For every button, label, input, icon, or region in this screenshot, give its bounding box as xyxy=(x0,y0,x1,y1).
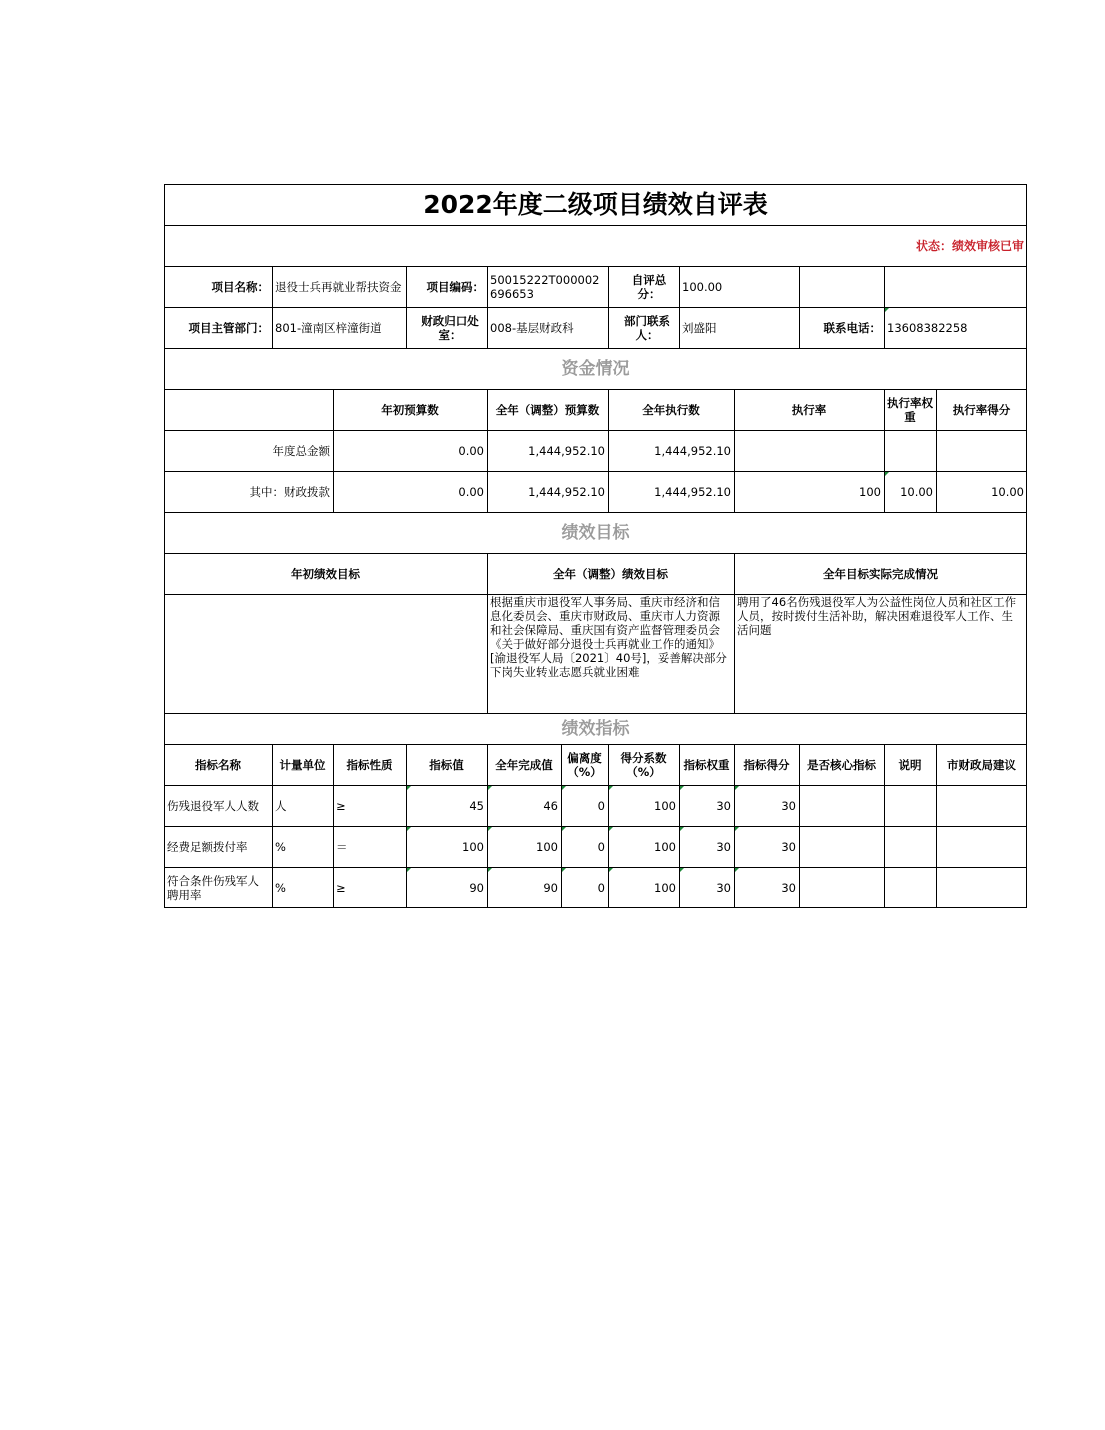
phone-label: 联系电话： xyxy=(823,320,881,335)
cell-marker xyxy=(735,868,739,872)
funds-header-budget: 年初预算数 xyxy=(381,402,439,417)
indicator-name: 经费足额拨付率 xyxy=(167,839,248,854)
cell-marker xyxy=(680,786,684,790)
indicator-cell xyxy=(799,826,884,867)
funds-section-title: 资金情况 xyxy=(561,358,630,379)
funds-cell xyxy=(936,430,1027,471)
indicator-name: 符合条件伤残军人聘用率 xyxy=(167,873,259,902)
cell-marker xyxy=(488,827,492,831)
ind-header-coef: 得分系数（%） xyxy=(620,750,667,779)
finance-office-value: 008-基层财政科 xyxy=(490,320,574,335)
cell-marker xyxy=(488,868,492,872)
goals-header-adjusted: 全年（调整）绩效目标 xyxy=(553,566,668,581)
cell-marker xyxy=(407,868,411,872)
indicator-cell: ≥ xyxy=(336,880,346,895)
indicator-cell: 30 xyxy=(781,880,796,895)
status-badge: 状态：绩效审核已审 xyxy=(915,238,1024,253)
indicator-cell: 0 xyxy=(597,839,605,854)
indicator-cell: 45 xyxy=(469,798,484,813)
project-code-value: 50015222T000002696653 xyxy=(490,272,600,301)
ind-header-score: 指标得分 xyxy=(743,757,790,772)
ind-header-actual: 全年完成值 xyxy=(495,757,553,772)
indicator-cell: % xyxy=(275,839,286,854)
indicator-cell: 0 xyxy=(597,880,605,895)
cell-marker xyxy=(680,827,684,831)
dept-label: 项目主管部门： xyxy=(188,320,269,335)
indicator-cell: 0 xyxy=(597,798,605,813)
funds-cell: 10.00 xyxy=(900,484,933,499)
indicator-cell: 100 xyxy=(654,880,676,895)
indicator-cell xyxy=(936,785,1027,826)
indicator-cell: 100 xyxy=(654,839,676,854)
indicator-cell: 30 xyxy=(781,798,796,813)
dept-value: 801-潼南区梓潼街道 xyxy=(275,320,382,335)
funds-cell xyxy=(734,430,884,471)
funds-row-label: 其中：财政拨款 xyxy=(249,484,330,499)
ind-header-weight: 指标权重 xyxy=(683,757,730,772)
indicator-cell: % xyxy=(275,880,286,895)
cell-marker xyxy=(609,786,613,790)
indicator-cell: 90 xyxy=(469,880,484,895)
indicator-cell: 30 xyxy=(781,839,796,854)
funds-header-executed: 全年执行数 xyxy=(642,402,700,417)
phone-value: 13608382258 xyxy=(887,320,968,335)
cell-marker xyxy=(609,827,613,831)
ind-header-note: 说明 xyxy=(898,757,922,772)
evaluation-sheet xyxy=(164,184,1027,908)
cell-marker xyxy=(562,868,566,872)
cell-marker xyxy=(735,827,739,831)
cell-marker xyxy=(680,868,684,872)
indicator-cell xyxy=(936,826,1027,867)
self-score-value: 100.00 xyxy=(682,279,723,294)
indicator-cell: 46 xyxy=(543,798,558,813)
goals-section-title: 绩效目标 xyxy=(561,522,630,543)
cell-marker xyxy=(885,472,889,476)
funds-header-adjusted: 全年（调整）预算数 xyxy=(495,402,600,417)
project-code-label: 项目编码： xyxy=(426,279,484,294)
ind-header-core: 是否核心指标 xyxy=(807,757,876,772)
cell-marker xyxy=(562,827,566,831)
funds-cell: 1,444,952.10 xyxy=(654,484,731,499)
indicator-cell xyxy=(799,785,884,826)
funds-header-rate: 执行率 xyxy=(791,402,827,417)
indicator-cell xyxy=(799,867,884,908)
finance-office-label: 财政归口处室： xyxy=(421,313,479,342)
funds-header-score: 执行率得分 xyxy=(952,402,1011,417)
indicator-cell: 30 xyxy=(716,880,731,895)
funds-cell: 0.00 xyxy=(458,443,484,458)
funds-cell: 1,444,952.10 xyxy=(654,443,731,458)
self-score-label: 自评总分： xyxy=(631,272,667,301)
indicator-cell xyxy=(884,826,936,867)
indicator-cell: 90 xyxy=(543,880,558,895)
cell-marker xyxy=(488,786,492,790)
ind-header-nature: 指标性质 xyxy=(346,757,393,772)
funds-cell: 1,444,952.10 xyxy=(528,443,605,458)
indicator-cell xyxy=(884,785,936,826)
goals-adjusted-text: 根据重庆市退役军人事务局、重庆市经济和信息化委员会、重庆市财政局、重庆市人力资源和社会保障局、重庆国有资产监督管理委员会《关于做好部分退役士兵再就业工作的通知》[渝退役军人局〔2021〕40号]，妥善解决部分下岗失业转业志愿兵就业困难 xyxy=(490,595,727,679)
indicator-cell: 100 xyxy=(536,839,558,854)
ind-header-name: 指标名称 xyxy=(195,757,241,772)
indicator-cell xyxy=(936,867,1027,908)
indicator-cell: ≥ xyxy=(336,798,346,813)
indicator-cell: 人 xyxy=(275,798,287,813)
cell-marker xyxy=(609,868,613,872)
funds-cell: 10.00 xyxy=(991,484,1024,499)
ind-header-advice: 市财政局建议 xyxy=(947,757,1016,772)
funds-cell: 100 xyxy=(859,484,881,499)
indicator-cell: 100 xyxy=(462,839,484,854)
indicator-cell xyxy=(884,867,936,908)
cell-marker xyxy=(407,786,411,790)
funds-header-weight: 执行率权重 xyxy=(887,395,933,424)
cell-marker xyxy=(562,786,566,790)
cell-marker xyxy=(735,786,739,790)
funds-cell: 0.00 xyxy=(458,484,484,499)
ind-header-deviation: 偏离度（%） xyxy=(567,750,602,779)
page-title: 2022年度二级项目绩效自评表 xyxy=(423,189,768,219)
contact-value: 刘盛阳 xyxy=(682,320,717,335)
ind-header-unit: 计量单位 xyxy=(279,757,326,772)
goals-header-actual: 全年目标实际完成情况 xyxy=(823,566,938,581)
indicator-cell: ＝ xyxy=(336,839,348,854)
project-name-value: 退役士兵再就业帮扶资金 xyxy=(275,279,402,294)
funds-cell: 1,444,952.10 xyxy=(528,484,605,499)
project-name-label: 项目名称： xyxy=(211,279,269,294)
goals-header-initial: 年初绩效目标 xyxy=(291,566,360,581)
cell-marker xyxy=(885,308,889,312)
indicator-cell: 30 xyxy=(716,798,731,813)
cell-marker xyxy=(407,827,411,831)
goals-actual-text: 聘用了46名伤残退役军人为公益性岗位人员和社区工作人员，按时拨付生活补助，解决困难退役军人工作、生活问题 xyxy=(737,595,1017,637)
ind-header-target: 指标值 xyxy=(429,757,464,772)
indicator-name: 伤残退役军人人数 xyxy=(167,798,259,813)
indicator-cell: 30 xyxy=(716,839,731,854)
goals-initial-text xyxy=(164,594,487,713)
funds-row-label: 年度总金额 xyxy=(272,443,330,458)
contact-label: 部门联系人： xyxy=(624,313,670,342)
indicator-cell: 100 xyxy=(654,798,676,813)
funds-cell xyxy=(884,430,936,471)
indicators-section-title: 绩效指标 xyxy=(561,718,630,739)
